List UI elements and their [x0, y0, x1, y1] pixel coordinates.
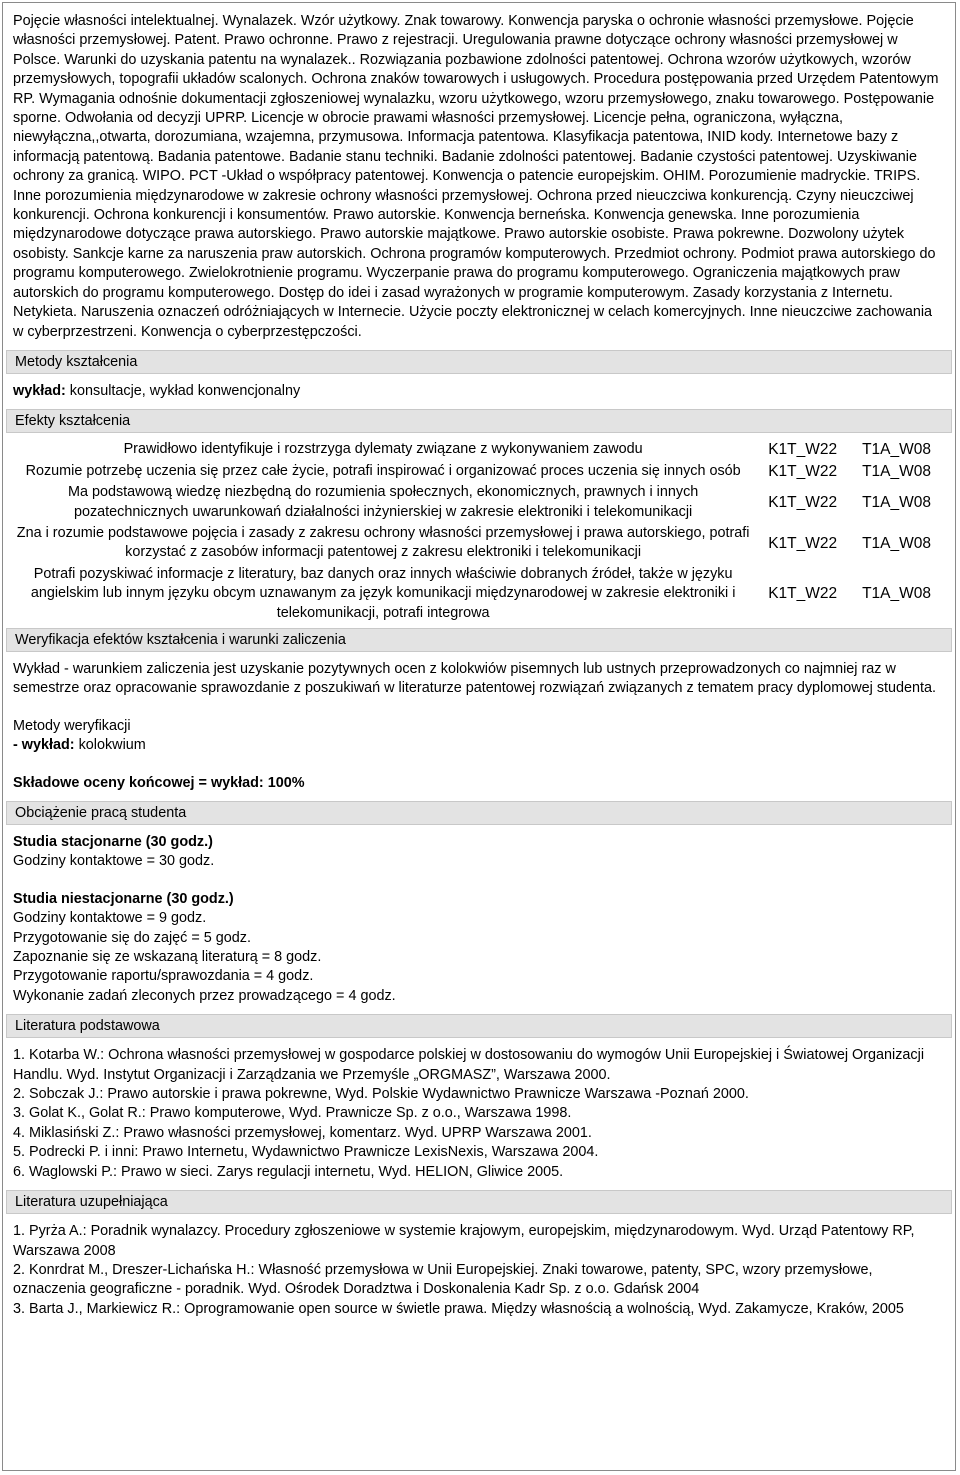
efekt-description: Rozumie potrzebę uczenia się przez całe życie, potrafi inspirować i organizować proces uczenia się innych osób [25, 462, 741, 479]
skladowe-oceny: Składowe oceny końcowej = wykład: 100% [13, 774, 305, 791]
section-heading-literatura-uzupelniajaca: Literatura uzupełniająca [6, 1190, 952, 1214]
course-content-text [3, 3, 955, 348]
efekty-row [13, 461, 941, 482]
efekt-description: Ma podstawową wiedzę niezbędną do rozumienia społecznych, ekonomicznych, prawnych i innych pozatechnicznych uwarunkowań działalności inżynierskiej w zakresie elektroniki i telekomunikacji [67, 484, 699, 520]
efekty-row [13, 523, 941, 564]
niestacjonarne-title: Studia niestacjonarne (30 godz.) [13, 890, 234, 907]
section-heading-weryfikacja: Weryfikacja efektów kształcenia i warunki zaliczenia [6, 628, 952, 652]
efekt-code-obszarowy: T1A_W08 [862, 534, 931, 552]
literature-item: 5. Podrecki P. i inni: Prawo Internetu, Wydawnictwo Prawnicze LexisNexis, Warszawa 2004. [13, 1144, 599, 1161]
efekt-code-kierunkowy: K1T_W22 [768, 462, 838, 480]
stacjonarne-line: Godziny kontaktowe = 30 godz. [13, 853, 215, 870]
metody-weryfikacji-line [13, 736, 945, 755]
literature-item: 1. Kotarba W.: Ochrona własności przemysłowej w gospodarce polskiej w dostosowaniu do wymogów Unii Europejskiej i Światowej Organizacji Handlu. Wyd. Instytut Organizacji i Zarządzania we Przemyśle „ORGMASZ”, Warszawa 2000. [13, 1047, 925, 1083]
metody-label: wykład: [13, 382, 66, 399]
stacjonarne-title: Studia stacjonarne (30 godz.) [13, 834, 213, 850]
niestacjonarne-line: Przygotowanie się do zajęć = 5 godz. [13, 929, 251, 946]
niestacjonarne-line: Godziny kontaktowe = 9 godz. [13, 910, 207, 927]
efekty-row [13, 564, 941, 624]
efekt-code-kierunkowy: K1T_W22 [768, 585, 838, 603]
niestacjonarne-line: Przygotowanie raportu/sprawozdania = 4 godz. [13, 968, 314, 985]
efekt-code-kierunkowy: K1T_W22 [768, 441, 838, 459]
niestacjonarne-line: Wykonanie zadań zleconych przez prowadzącego = 4 godz. [13, 987, 396, 1004]
efekt-code-obszarowy: T1A_W08 [862, 493, 931, 511]
literature-item: 6. Waglowski P.: Prawo w sieci. Zarys regulacji internetu, Wyd. HELION, Gliwice 2005. [13, 1163, 564, 1180]
efekty-row [13, 482, 941, 523]
section-heading-metody-ksztalcenia: Metody kształcenia [6, 350, 952, 374]
efekt-code-kierunkowy: K1T_W22 [768, 534, 838, 552]
literature-item: 2. Konrdrat M., Dreszer-Lichańska H.: Własność przemysłowa w Unii Europejskiej. Znaki towarowe, patenty, SPC, wzory przemysłowe, oznaczenia geograficzne - poradnik. Wyd. Ośrodek Doradztwa i Doskonalenia Kadr Sp. z o.o. Gdańsk 2004 [13, 1261, 873, 1298]
section-heading-literatura-podstawowa: Literatura podstawowa [6, 1014, 952, 1038]
section-heading-efekty: Efekty kształcenia [6, 409, 952, 433]
literatura-podstawowa-list [3, 1040, 955, 1188]
efekty-row [13, 439, 941, 460]
metody-weryfikacji-prefix: - wykład: [13, 737, 75, 754]
metody-ksztalcenia-content [3, 376, 955, 407]
efekty-table [13, 439, 941, 624]
weryfikacja-text: Wykład - warunkiem zaliczenia jest uzyskanie pozytywnych ocen z kolokwiów pisemnych lub ustnych przeprowadzonych co najmniej raz w semestrze oraz opracowanie sprawozdanie z poszukiwań w literaturze patentowej rozwiązań związanych z tematem pracy dyplomowej studenta. [13, 660, 937, 697]
literature-item: 1. Pyrża A.: Poradnik wynalazcy. Procedury zgłoszeniowe w systemie krajowym, europejskim, międzynarodowym. Wyd. Urząd Patentowy RP, Warszawa 2008 [13, 1223, 915, 1259]
efekt-code-obszarowy: T1A_W08 [862, 462, 931, 480]
literature-item: 3. Golat K., Golat R.: Prawo komputerowe, Wyd. Prawnicze Sp. z o.o., Warszawa 1998. [13, 1105, 572, 1122]
metody-value: konsultacje, wykład konwencjonalny [65, 382, 301, 399]
literature-item: 4. Miklasiński Z.: Prawo własności przemysłowej, komentarz. Wyd. UPRP Warszawa 2001. [13, 1124, 592, 1141]
efekt-description: Zna i rozumie podstawowe pojęcia i zasady z zakresu ochrony własności przemysłowej i prawa autorskiego, potrafi korzystać z zasobów informacji patentowej z zakresu elektroniki i telekomunikacji [16, 524, 750, 561]
section-heading-obciazenie: Obciążenie pracą studenta [6, 801, 952, 825]
efekt-description: Prawidłowo identyfikuje i rozstrzyga dylematy związane z wykonywaniem zawodu [123, 441, 643, 458]
efekt-code-obszarowy: T1A_W08 [862, 585, 931, 603]
efekt-code-obszarowy: T1A_W08 [862, 441, 931, 459]
efekt-description: Potrafi pozyskiwać informacje z literatury, baz danych oraz innych właściwie dobranych źródeł, także w języku angielskim lub innym języku obcym uznawanym za język komunikacji międzynarodowej w zakresie elektroniki i telekomunikacji, potrafi integrowa [30, 565, 736, 621]
course-content-paragraph: Pojęcie własności intelektualnej. Wynalazek. Wzór użytkowy. Znak towarowy. Konwencja paryska o ochronie własności przemysłowe. Pojęcie własności przemysłowej. Patent. Prawo ochronne. Prawo z rejestracji. Uregulowania prawne dotyczące ochrony własności przemysłowej w Polsce. Warunki do uzyskania patentu na wynalazek.. Rozwiązania pozbawione zdolności patentowej. Ochrona wzorów użytkowych, wzorów przemysłowych, topografii układów scalonych. Ochrona znaków towarowych i usługowych. Procedura postępowania przed Urzędem Patentowym RP. Wymagania odnośnie dokumentacji zgłoszeniowej wynalazku, wzoru użytkowego, wzoru przemysłowego, znaku towarowego. Postępowanie sporne. Odwołania od decyzji UPRP. Licencje w obrocie prawami własności przemysłowej. Licencje pełna, ograniczona, wyłączna, niewyłączna,,otwarta, dorozumiana, wzajemna, przymusowa. Informacja patentowa. Klasyfikacja patentowa, INID kody. Internetowe bazy z informacją patentową. Badania patentowe. Badanie stanu techniki. Badanie zdolności patentowej. Badanie czystości patentowej. Uzyskiwanie ochrony za granicą. WIPO. PCT -Układ o współpracy patentowej. Konwencja o patencie europejskim. OHIM. Porozumienie madryckie. TRIPS. Inne porozumienia międzynarodowe w zakresie ochrony własności przemysłowej. Ochrona przed nieuczciwa konkurencją. Czyny nieuczciwej konkurencji. Ochrona konkurencji i konsumentów. Prawo autorskie. Konwencja berneńska. Konwencja genewska. Inne porozumienia międzynarodowe dotyczące prawa autorskiego. Prawo autorskie majątkowe. Prawo autorskie osobiste. Prawa pokrewne. Dozwolony użytek osobisty. Sankcje karne za naruszenia praw autorskich. Ochrona programów komputerowych. Przedmiot ochrony. Podmiot prawa autorskiego do programu komputerowego. Zwielokrotnienie programu. Wyczerpanie prawa do programu komputerowego. Ograniczenia majątkowych praw autorskich do programu komputerowego. Dostęp do idei i zasad wyrażonych w programie komputerowym. Zasady korzystania z Internetu. Netykieta. Naruszenia oznaczeń odróżniających w Internecie. Użycie poczty elektronicznej w celach komercyjnych. Inne nieuczciwe zachowania w cyberprzestrzeni. Konwencja o cyberprzestępczości. [13, 13, 939, 340]
efekt-code-kierunkowy: K1T_W22 [768, 493, 838, 511]
niestacjonarne-line: Zapoznanie się ze wskazaną literaturą = 8 godz. [13, 949, 322, 966]
literature-item: 3. Barta J., Markiewicz R.: Oprogramowanie open source w świetle prawa. Między własnością a wolnością, Wyd. Zakamycze, Kraków, 2005 [13, 1300, 904, 1317]
weryfikacja-content [3, 654, 955, 799]
syllabus-page [2, 2, 956, 1471]
metody-weryfikacji-label: Metody weryfikacji [13, 717, 131, 734]
metody-weryfikacji-value: kolokwium [74, 737, 146, 754]
literatura-uzupelniajaca-list [3, 1216, 955, 1325]
literature-item: 2. Sobczak J.: Prawo autorskie i prawa pokrewne, Wyd. Polskie Wydawnictwo Prawnicze Warszawa -Poznań 2000. [13, 1086, 749, 1103]
obciazenie-content [3, 827, 955, 1012]
